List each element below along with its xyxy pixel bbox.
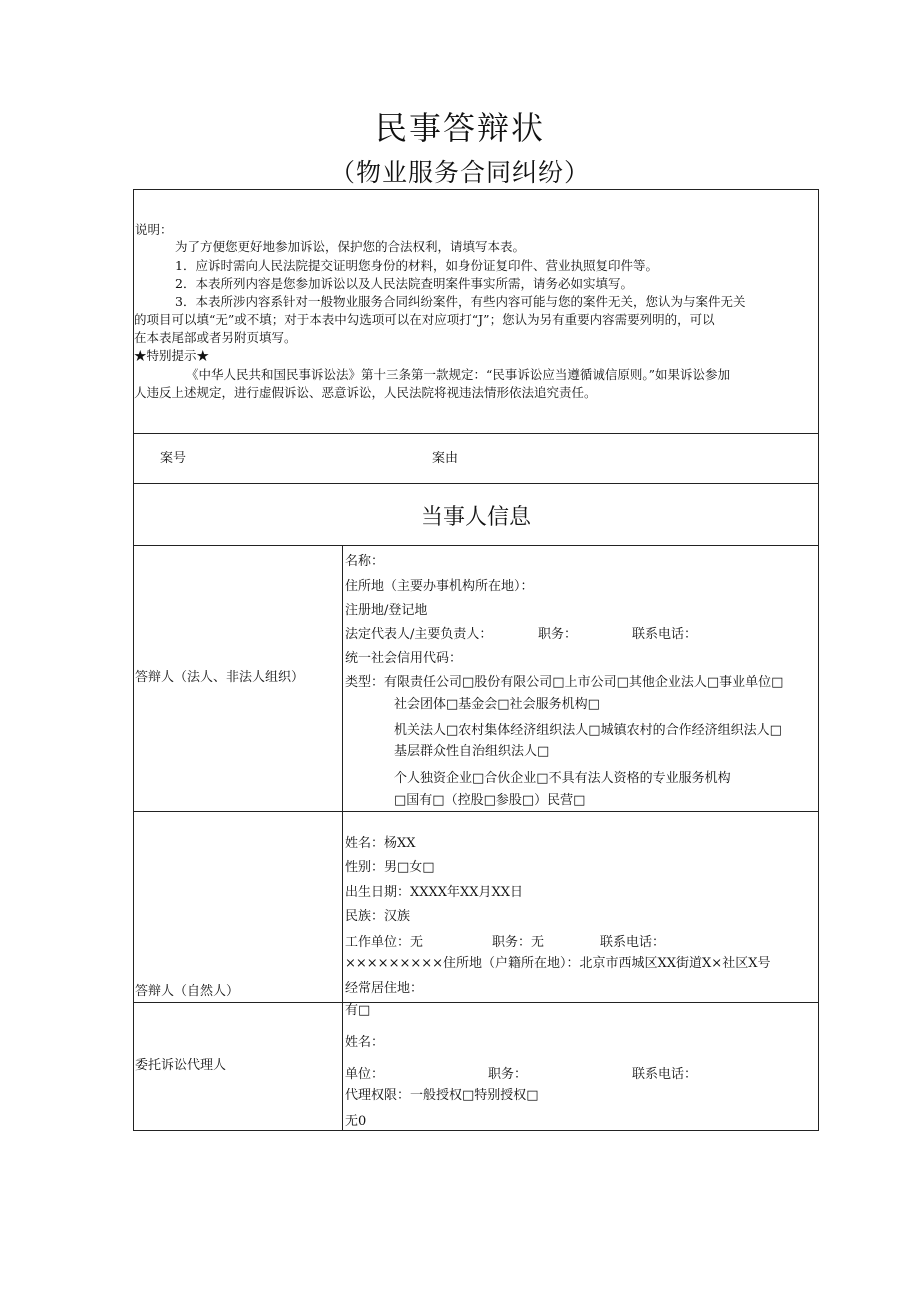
org-type-options-5[interactable]: 个人独资企业□合伙企业□不具有法人资格的专业服务机构 — [394, 771, 731, 786]
agent-title-field[interactable]: 职务： — [488, 1067, 528, 1082]
notes-item-1: 1．应诉时需向人民法院提交证明您身份的材料，如身份证复印件、营业执照复印件等。 — [175, 258, 658, 273]
org-respondent-label: 答辩人（法人、非法人组织） — [135, 670, 305, 685]
special-notice-text: 《中华人民共和国民事诉讼法》第十三条第一款规定：“民事诉讼应当遵循诚信原则。”如果诉讼参加 — [186, 367, 731, 382]
org-rep-title-field[interactable]: 职务： — [538, 627, 578, 642]
divider-case — [133, 483, 819, 484]
person-phone-field[interactable]: 联系电话： — [600, 935, 666, 950]
case-number-label: 案号 — [160, 451, 187, 466]
org-type-options-2[interactable]: 社会团体□基金会□社会服务机构□ — [394, 697, 600, 712]
notes-heading: 说明： — [135, 222, 173, 237]
agent-authority-options[interactable]: 代理权限：一般授权□特别授权□ — [345, 1088, 539, 1103]
org-type-options-3[interactable]: 机关法人□农村集体经济组织法人□城镇农村的合作经济组织法人□ — [394, 723, 782, 738]
agent-has-checkbox[interactable]: 有□ — [345, 1003, 371, 1018]
agent-phone-field[interactable]: 联系电话： — [632, 1067, 698, 1082]
person-respondent-label: 答辩人（自然人） — [135, 984, 240, 999]
org-rep-field[interactable]: 法定代表人/主要负责人： — [345, 627, 493, 642]
org-name-field[interactable]: 名称： — [345, 554, 385, 569]
org-address-field[interactable]: 住所地（主要办事机构所在地）： — [345, 579, 534, 594]
agent-none-checkbox[interactable]: 无0 — [345, 1114, 367, 1129]
section-title: 当事人信息 — [420, 505, 531, 530]
divider-org — [133, 811, 819, 812]
org-type-options-6[interactable]: □国有□（控股□参股□）民营□ — [394, 793, 586, 808]
notes-item-2: 2．本表所列内容是您参加诉讼以及人民法院查明案件事实所需，请务必如实填写。 — [175, 276, 633, 291]
document-subtitle: （物业服务合同纠纷） — [329, 158, 590, 187]
special-notice-heading: ★特别提示★ — [134, 348, 210, 363]
person-employer-field[interactable]: 工作单位：无 — [345, 935, 424, 950]
person-name-field[interactable]: 姓名：杨XX — [345, 836, 416, 851]
agent-label: 委托诉讼代理人 — [135, 1058, 227, 1073]
document-title: 民事答辩状 — [374, 109, 545, 147]
agent-unit-field[interactable]: 单位： — [345, 1067, 385, 1082]
divider-notes — [133, 433, 819, 434]
notes-item-3: 3．本表所涉内容系针对一般物业服务合同纠纷案件，有些内容可能与您的案件无关，您认为与案件无关 — [175, 294, 746, 309]
notes-item-3-end: 在本表尾部或者另附页填写。 — [134, 330, 297, 345]
case-cause-label: 案由 — [432, 451, 459, 466]
org-rep-phone-field[interactable]: 联系电话： — [632, 627, 698, 642]
org-credit-code-field[interactable]: 统一社会信用代码： — [345, 651, 463, 666]
column-divider — [342, 545, 343, 1131]
org-type-options[interactable]: 类型：有限责任公司□股份有限公司□上市公司□其他企业法人□事业单位□ — [345, 675, 784, 690]
special-notice-text-cont: 人违反上述规定，进行虚假诉讼、恶意诉讼，人民法院将视违法情形依法追究责任。 — [134, 385, 597, 400]
notes-intro: 为了方便您更好地参加诉讼，保护您的合法权利，请填写本表。 — [175, 239, 526, 254]
org-registered-field[interactable]: 注册地/登记地 — [345, 603, 428, 618]
org-type-options-4[interactable]: 基层群众性自治组织法人□ — [394, 744, 550, 759]
notes-item-3-cont: 的项目可以填“无”或不填；对于本表中勾选项可以在对应项打“J”；您认为另有重要内容需要列明的，可以 — [134, 312, 715, 327]
person-address-field[interactable]: ×××××××××住所地（户籍所在地）：北京市西城区XX街道X×社区X号 — [345, 956, 771, 971]
person-birth-field[interactable]: 出生日期：XXXX年XX月XX日 — [345, 885, 524, 900]
divider-section — [133, 545, 819, 546]
divider-person — [133, 1002, 819, 1003]
person-title-field[interactable]: 职务：无 — [492, 935, 545, 950]
person-gender-field[interactable]: 性别：男□女□ — [345, 860, 435, 875]
person-residence-field[interactable]: 经常居住地： — [345, 981, 424, 996]
agent-name-field[interactable]: 姓名： — [345, 1035, 385, 1050]
person-ethnicity-field[interactable]: 民族：汉族 — [345, 909, 411, 924]
